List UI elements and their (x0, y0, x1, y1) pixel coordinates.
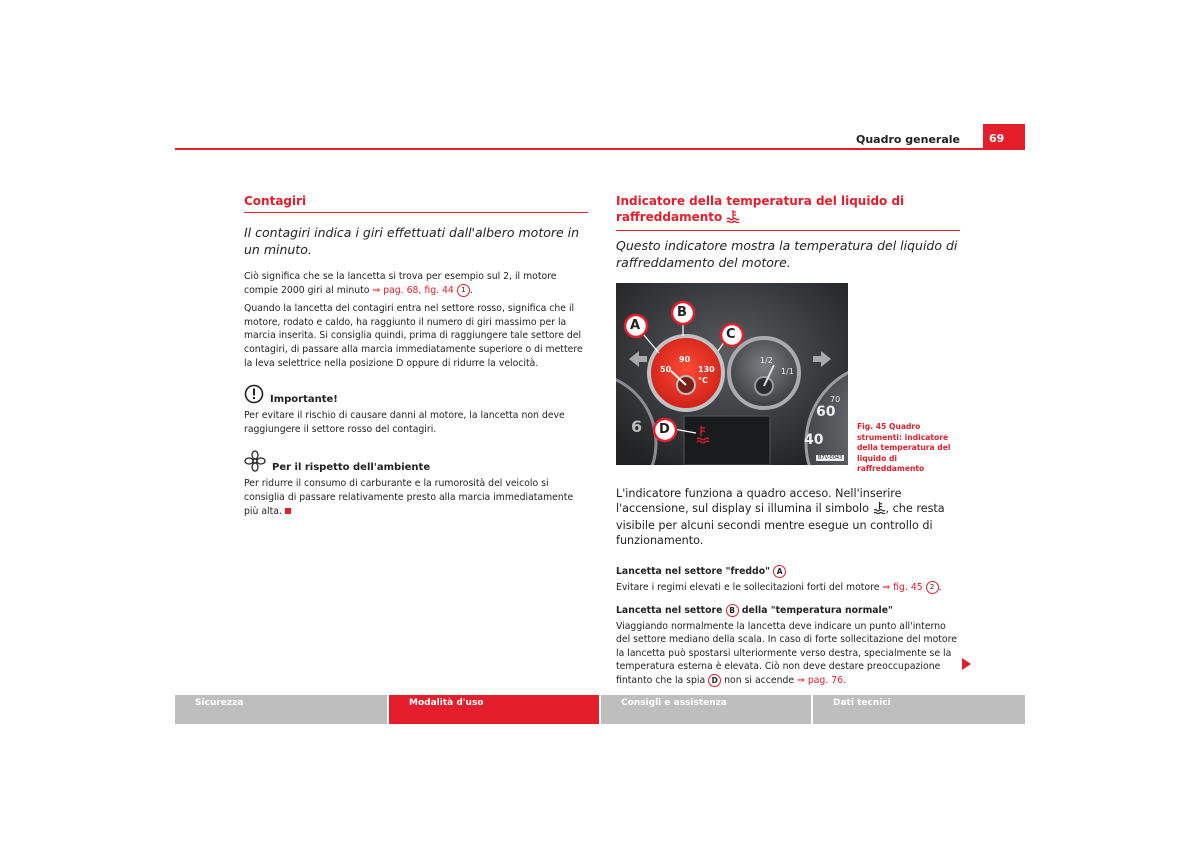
speedo-60: 60 (816, 404, 836, 420)
ref-number-1: 1 (457, 284, 470, 297)
normal-sector-text: Viaggiando normalmente la lancetta deve indicare un punto all'interno del settore mediano della scala. In caso di forte sollecitazione del motore la lancetta può spostarsi ulteriormente verso destra, specialmente se la temperatura esterna è elevata. Ciò non deve destare preoccupazione fintanto che la spia (616, 620, 957, 686)
contagiri-lead: Il contagiri indica i giri effettuati dall'albero motore in un minuto. (244, 225, 580, 257)
flower-icon (244, 450, 266, 475)
link-pag-76[interactable]: ⇒ pag. 76. (797, 674, 847, 686)
p1-text: Ciò significa che se la lancetta si trova per esempio sul 2, il motore compie 2000 giri al minuto (244, 271, 557, 296)
figure-code: B7V-0043 (818, 455, 843, 461)
dial-50: 50 (660, 365, 672, 374)
environment-title: Per il rispetto dell'ambiente (272, 462, 431, 474)
figure-label-c: C (726, 327, 736, 342)
contagiri-paragraph-2: Quando la lancetta del contagiri entra nel settore rosso, significa che il motore, rodato e caldo, ha raggiunto il numero di giri massimo per la marcia inserita. Si consiglia quindi, prima di raggiungere tale settore del contagiri, di passare alla marcia immediatamente superiore o di mettere la leva selettrice nella posizione D oppure di ridurre la velocità. (244, 303, 583, 369)
warning-icon (244, 384, 264, 407)
tacho-6: 6 (631, 417, 643, 436)
dial-unit: °C (698, 376, 708, 385)
speedo-70: 70 (830, 395, 841, 404)
right-p1-end: , che resta visibile per alcuni secondi mentre esegue un controllo di funzionamento. (616, 502, 945, 547)
end-marker (285, 508, 291, 514)
section-title: Quadro generale (856, 133, 960, 146)
right-column (616, 193, 960, 271)
temperature-heading-text: Indicatore della temperatura del liquido di raffreddamento (616, 194, 905, 224)
right-paragraph-1 (616, 486, 960, 548)
normal-sector-heading-a: Lancetta nel settore (616, 604, 723, 616)
ref-d: D (708, 674, 721, 687)
left-column (244, 193, 588, 518)
right-body (616, 486, 960, 688)
cold-sector-text: Evitare i regimi elevati e le sollecitazioni forti del motore (616, 582, 880, 593)
cold-sector-heading: Lancetta nel settore "freddo" (616, 566, 770, 577)
link-pag-68[interactable]: ⇒ pag. 68, fig. 44 (372, 284, 454, 296)
normal-sector-heading-b: della "temperatura normale" (741, 604, 893, 616)
page-number: 69 (983, 124, 1025, 148)
figure-caption (857, 422, 962, 475)
footer-tab-modalita-uso[interactable]: Modalità d'uso (389, 695, 599, 724)
ref-a: A (773, 565, 786, 578)
instrument-cluster-figure (616, 283, 848, 465)
environment-text-body: Per ridurre il consumo di carburante e la rumorosità del veicolo si consiglia di passare relativamente presto alla marcia immediatamente più alta. (244, 478, 574, 517)
environment-note (244, 450, 588, 518)
dial-90: 90 (679, 355, 691, 364)
figure-label-d: D (659, 422, 670, 437)
link-fig-45[interactable]: ⇒ fig. 45 (882, 582, 923, 593)
speedo-40: 40 (804, 432, 824, 448)
contagiri-heading: Contagiri (244, 194, 307, 208)
figure-label-b: B (677, 305, 687, 320)
important-text: Per evitare il rischio di causare danni al motore, la lancetta non deve raggiungere il settore rosso del contagiri. (244, 410, 565, 435)
contagiri-paragraph-1: Ciò significa che se la lancetta si trova per esempio sul 2, il motore compie 2000 giri al minuto ⇒ pag. 68, fig. 44 1 . (244, 271, 557, 296)
footer-tab-consigli[interactable]: Consigli e assistenza (601, 695, 811, 724)
header-rule (175, 148, 1025, 150)
figure-label-a: A (630, 318, 641, 333)
dial-130: 130 (698, 365, 715, 374)
heading-rule (244, 212, 588, 213)
coolant-symbol-icon (873, 501, 886, 518)
coolant-icon (726, 209, 740, 227)
right-p1-start: L'indicatore funziona a quadro acceso. Nell'inserire l'accensione, sul display si illumina il simbolo (616, 487, 902, 515)
figure-caption-label: Fig. 45 (857, 422, 887, 431)
fuel-half: 1/2 (760, 356, 773, 365)
ref-b: B (726, 604, 739, 617)
temperature-heading (616, 193, 960, 227)
normal-sector (616, 604, 960, 688)
environment-text (244, 477, 588, 518)
footer-tab-dati-tecnici[interactable]: Dati tecnici (813, 695, 1025, 724)
cold-sector: Lancetta nel settore "freddo" A Evitare i regimi elevati e le sollecitazioni forti del motore ⇒ fig. 45 2 . (616, 566, 942, 593)
temperature-lead: Questo indicatore mostra la temperatura del liquido di raffreddamento del motore. (616, 238, 958, 270)
fuel-full: 1/1 (781, 367, 794, 376)
ref-number-2: 2 (926, 581, 939, 594)
footer-tab-sicurezza[interactable]: Sicurezza (175, 695, 387, 724)
continue-arrow-icon (962, 658, 971, 670)
figure-caption-text: Quadro strumenti: indicatore della temperatura del liquido di raffreddamento (857, 422, 951, 473)
important-note (244, 384, 588, 436)
heading-rule (616, 230, 960, 231)
normal-sector-text-b: non si accende (724, 674, 795, 686)
important-title: Importante! (270, 394, 338, 406)
